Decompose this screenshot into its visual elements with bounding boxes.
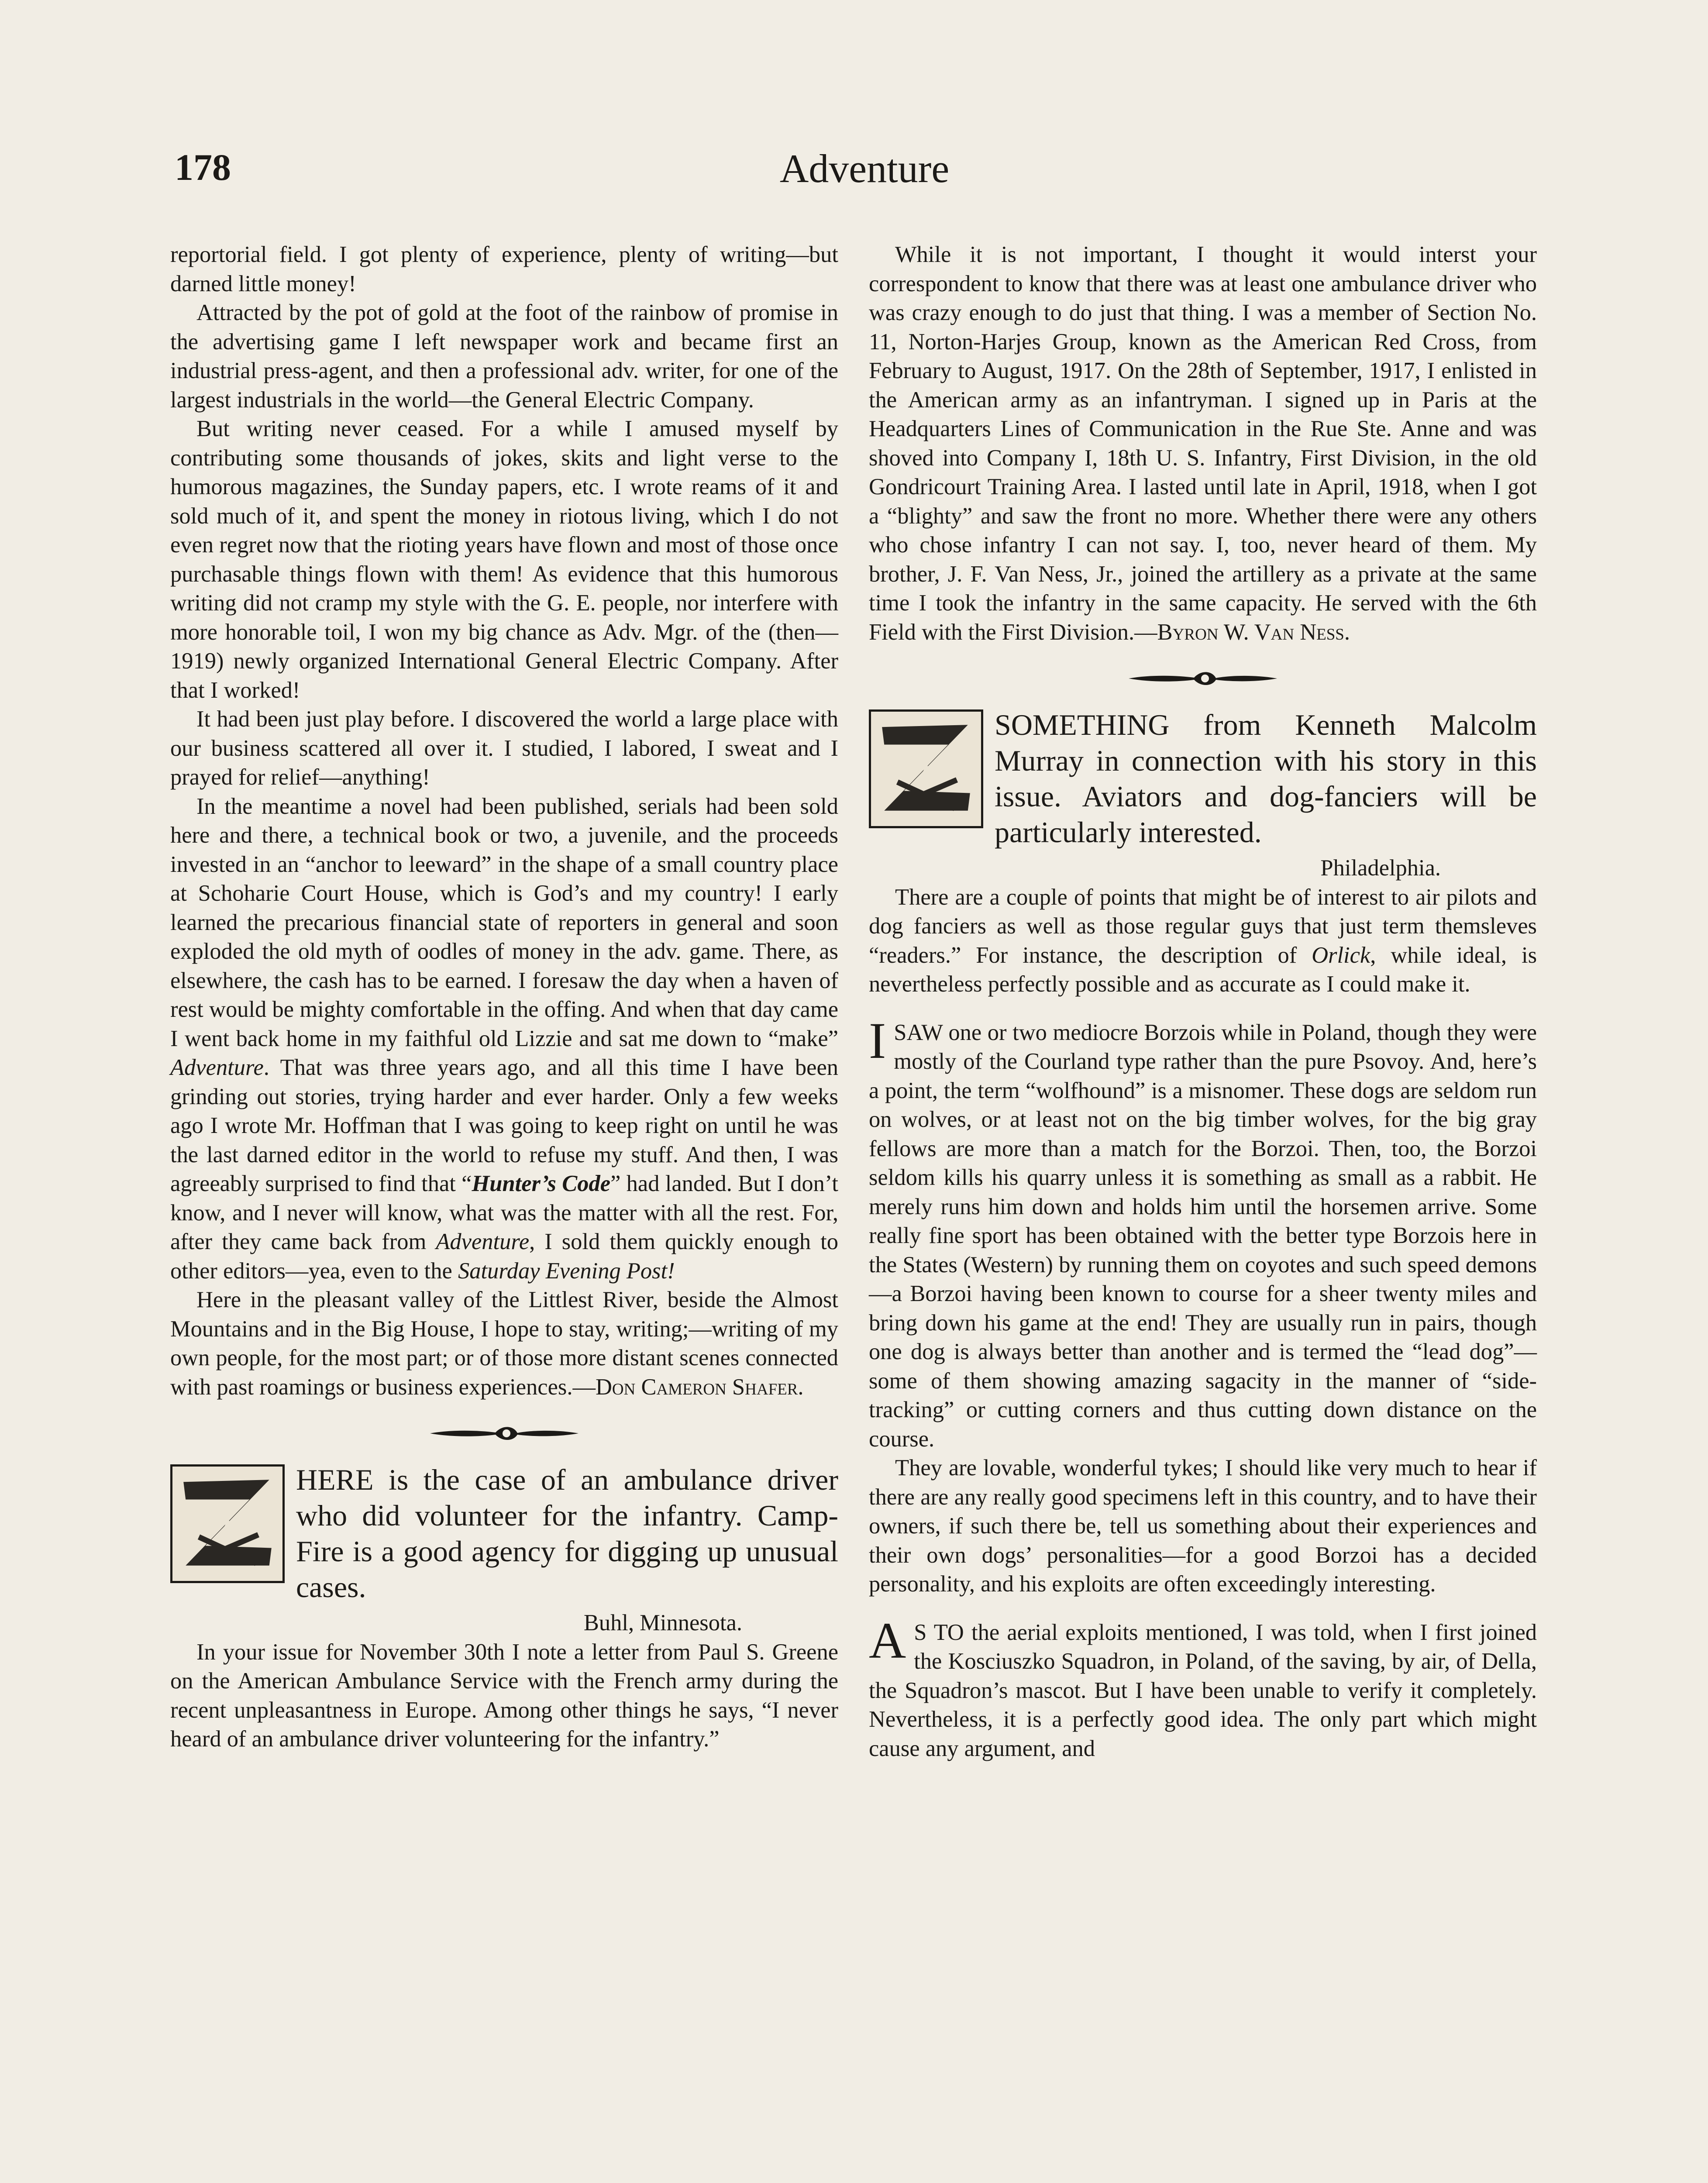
- dateline: Philadelphia.: [1320, 855, 1441, 881]
- paragraph: There are a couple of points that might be of interest to air pilots and dog fanciers as well as those regular guys that just term themsleves “readers.” For instance, the description of Orlick, while ideal, is nevertheless perfectly possible and as accurate as I could make it.: [869, 884, 1537, 997]
- paragraph: reportorial field. I got plenty of experience, plenty of writing—but darned little money!: [170, 242, 838, 296]
- paragraph: It had been just play before. I discovered the world a large place with our business scattered all over it. I studied, I labored, I sweat and I prayed for relief—anything!: [170, 706, 838, 790]
- paragraph: ISAW one or two mediocre Borzois while in Poland, though they were mostly of the Courland type rather than the pure Psovoy. And, here’s a point, the term “wolfhound” is a misnomer. These dogs are seldom run on wolves, or at least not on the big timber wolves, for the big gray fellows are more than a match for the Borzoi. Then, too, the Borzoi seldom kills his quarry unless it is something as small as a rabbit. He merely runs him down and holds him until the horsemen arrive. Some really fine sport has been obtained with the better type Borzois here in the States (Western) by running them on coyotes and such speed demons—a Borzoi having been known to course for a sheer twenty miles and bring down his game at the end! They are usually run in pairs, though one dog is always better than another and is termed the “lead dog”—some of them showing amazing sagacity in the manner of “side-tracking” or cutting corners and thus cutting down distance on the course.: [869, 1012, 1537, 1452]
- signature: —Don Cameron Shafer.: [572, 1374, 804, 1400]
- page-number: 178: [175, 146, 231, 188]
- intro-text: HERE is the case of an ambulance driver who did volunteer for the infantry. Camp-Fire is a good agency for digging up unusual cases.: [296, 1463, 838, 1604]
- dateline: Buhl, Minnesota.: [583, 1610, 742, 1636]
- ornament-rule-icon: [426, 1421, 583, 1446]
- running-title: Adventure: [779, 146, 950, 191]
- section-break: [869, 999, 1537, 1018]
- section-intro: [869, 707, 1537, 850]
- paragraph: A S TO the aerial exploits mentioned, I was told, when I first joined the Kosciuszko Squadron, in Poland, of the saving, by air, of Della, the Squadron’s mascot. But I have been unable to verify it completely. Nevertheless, it is a perfectly good idea. The only part which might cause any argument, and: [869, 1611, 1537, 1761]
- paragraph: In your issue for November 30th I note a letter from Paul S. Greene on the American Ambulance Service with the French army during the recent unpleasantness in Europe. Among other things he says, “I never heard of an ambulance driver volunteering for the infantry.”: [170, 1639, 838, 1752]
- paragraph: Here in the pleasant valley of the Littlest River, beside the Almost Mountains and in the Big House, I hope to stay, writing;—writing of my own people, for the most part; or of those more distant scenes connected with past roamings or business experiences.—Don Cameron Shafer.: [170, 1287, 838, 1400]
- section-intro: [170, 1462, 838, 1605]
- paragraph: Attracted by the pot of gold at the foot of the rainbow of promise in the advertising game I left newspaper work and became first an industrial press-agent, and then a professional adv. writer, for one of the largest industrials in the world—the General Electric Company.: [170, 300, 838, 413]
- paragraph: But writing never ceased. For a while I amused myself by contributing some thousands of jokes, skits and light verse to the humorous magazines, the Sunday papers, etc. I wrote reams of it and sold much of it, and spent the money in riotous living, which I do not even regret now that the rioting years have flown and most of those once purchasable things flown with them! As evidence that this humorous writing did not cramp my style with the G. E. people, nor interfere with more honorable toil, I won my big chance as Adv. Mgr. of the (then—1919) newly organized International General Electric Company. After that I worked!: [170, 416, 838, 703]
- left-column: [170, 240, 838, 1754]
- dropcap-z-campfire-icon: [869, 709, 983, 828]
- paragraph: In the meantime a novel had been published, serials had been sold here and there, a technical book or two, a juvenile, and the proceeds invested in an “anchor to leeward” in the shape of a small country place at Schoharie Court House, which is God’s and my country! I early learned the precarious financial state of reporters in general and soon exploded the old myth of oodles of money in the adv. game. There, as elsewhere, the cash has to be earned. I foresaw the day when a haven of rest would be mighty comfortable in the offing. And when that day came I went back home in my faithful old Lizzie and sat me down to “make” Adventure. That was three years ago, and all this time I have been grinding out stories, trying harder and ever harder. Only a few weeks ago I wrote Mr. Hoffman that I was going to keep right on until he was the last darned editor in the world to refuse my stuff. And then, I was agreeably surprised to find that “Hunter’s Code” had landed. But I don’t know, and I never will know, what was the matter with all the rest. For, after they came back from Adventure, I sold them quickly enough to other editors—yea, even to the Saturday Evening Post!: [170, 793, 838, 1284]
- dropcap-z-campfire-icon: [170, 1464, 285, 1583]
- section-break: [869, 1599, 1537, 1618]
- right-column: [869, 240, 1537, 1763]
- signature: —Byron W. Van Ness.: [1134, 619, 1350, 645]
- intro-text: SOMETHING from Kenneth Malcolm Murray in connection with his story in this issue. Aviators and dog-fanciers will be particularly interested.: [995, 708, 1537, 849]
- page-header: [175, 148, 1554, 210]
- ornament-rule-icon: [1124, 666, 1281, 691]
- lead-letter: I: [869, 1012, 886, 1069]
- paragraph: While it is not important, I thought it would interst your correspondent to know that there was at least one ambulance driver who was crazy enough to do just that thing. I was a member of Section No. 11, Norton-Harjes Group, known as the American Red Cross, from February to August, 1917. On the 28th of September, 1917, I enlisted in the American army as an infantryman. I signed up in Paris at the Headquarters Lines of Communication in the Rue Ste. Anne and was shoved into Company I, 18th U. S. Infantry, First Division, in the old Gondricourt Training Area. I lasted until late in April, 1918, when I got a “blighty” and saw the front no more. Whether there were any others who chose infantry I can not say. I, too, never heard of them. My brother, J. F. Van Ness, Jr., joined the artillery as a private at the same time I took the infantry in the same capacity. He served with the 6th Field with the First Division.—Byron W. Van Ness.: [869, 242, 1537, 645]
- paragraph: They are lovable, wonderful tykes; I should like very much to hear if there are any really good specimens left in this country, and to have their owners, if such there be, tell us something about their experiences and their own dogs’ personalities—for a good Borzoi has a decided personality, and his exploits are often exceedingly interesting.: [869, 1455, 1537, 1597]
- lead-letter: A: [869, 1611, 906, 1669]
